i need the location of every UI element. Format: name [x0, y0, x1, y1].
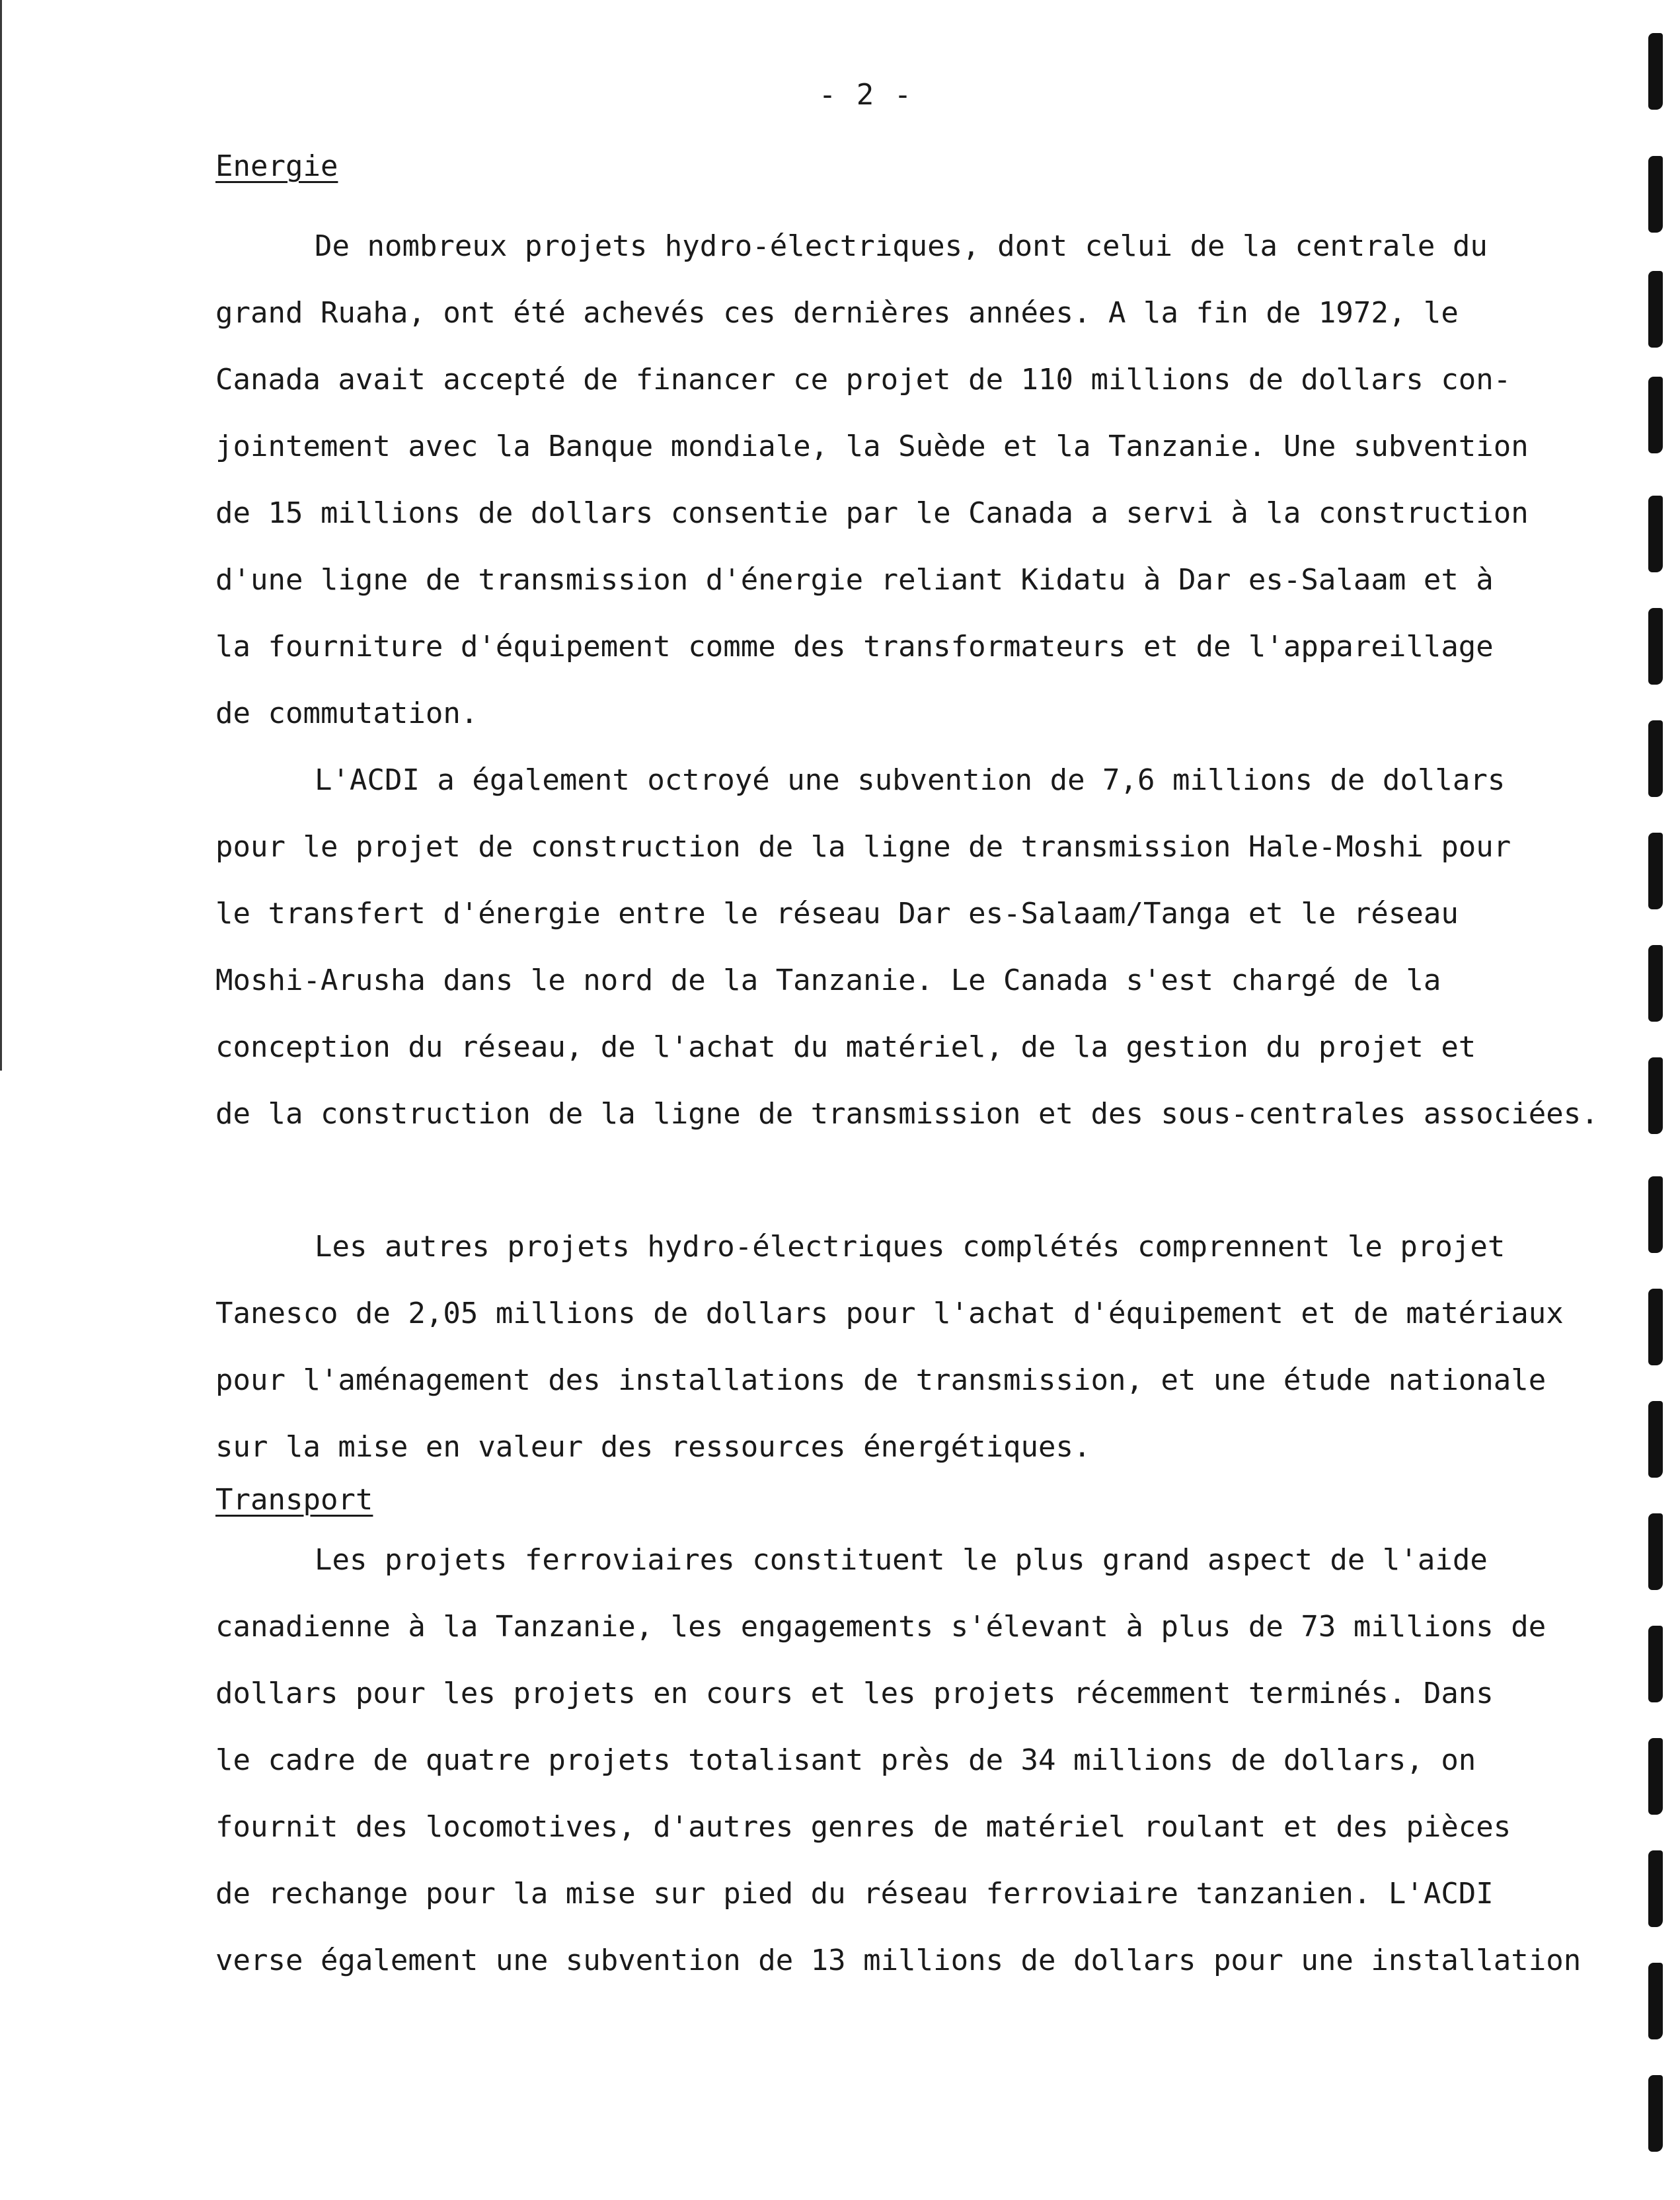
section-transport: [215, 1480, 1582, 1994]
binding-hole-mark: [1648, 1401, 1663, 1478]
text-line: grand Ruaha, ont été achevés ces dernières années. A la fin de 1972, le: [215, 296, 1459, 330]
binding-hole-mark: [1648, 608, 1663, 685]
binding-hole-strip: [1632, 0, 1672, 2200]
binding-hole-mark: [1648, 1176, 1663, 1253]
scan-left-edge: [0, 0, 2, 1071]
document-body: [215, 147, 1599, 1994]
text-line: pour le projet de construction de la ligne de transmission Hale-Moshi pour: [215, 830, 1511, 864]
page-number: - 2 -: [818, 78, 913, 112]
text-line: le cadre de quatre projets totalisant près de 34 millions de dollars, on: [215, 1743, 1476, 1777]
binding-hole-mark: [1648, 271, 1663, 348]
section-heading: Energie: [215, 149, 338, 183]
binding-hole-mark: [1648, 1289, 1663, 1365]
binding-hole-mark: [1648, 33, 1663, 110]
binding-hole-mark: [1648, 377, 1663, 453]
text-line: la fourniture d'équipement comme des transformateurs et de l'appareillage: [215, 630, 1494, 664]
text-line: De nombreux projets hydro-électriques, dont celui de la centrale du: [315, 229, 1488, 263]
binding-hole-mark: [1648, 1057, 1663, 1134]
text-line: Les projets ferroviaires constituent le plus grand aspect de l'aide: [315, 1543, 1488, 1577]
binding-hole-mark: [1648, 496, 1663, 572]
binding-hole-mark: [1648, 945, 1663, 1022]
binding-hole-mark: [1648, 156, 1663, 233]
text-line: de la construction de la ligne de transmission et des sous-centrales associées.: [215, 1097, 1599, 1131]
text-line: Moshi-Arusha dans le nord de la Tanzanie. Le Canada s'est chargé de la: [215, 964, 1441, 997]
paragraph: [215, 213, 1557, 747]
text-line: verse également une subvention de 13 millions de dollars pour une installation: [215, 1944, 1582, 1977]
text-line: Tanesco de 2,05 millions de dollars pour l'achat d'équipement et de matériaux: [215, 1297, 1564, 1330]
text-line: d'une ligne de transmission d'énergie reliant Kidatu à Dar es-Salaam et à: [215, 563, 1494, 597]
text-line: dollars pour les projets en cours et les projets récemment terminés. Dans: [215, 1677, 1494, 1710]
binding-hole-mark: [1648, 1850, 1663, 1927]
text-line: le transfert d'énergie entre le réseau Dar es-Salaam/Tanga et le réseau: [215, 897, 1459, 930]
binding-hole-mark: [1648, 1738, 1663, 1815]
paragraph-gap: [215, 1147, 1557, 1213]
paragraph: [215, 747, 1599, 1147]
text-line: conception du réseau, de l'achat du matériel, de la gestion du projet et: [215, 1030, 1476, 1064]
paragraph: [215, 1213, 1564, 1480]
binding-hole-mark: [1648, 1513, 1663, 1590]
text-line: L'ACDI a également octroyé une subvention de 7,6 millions de dollars: [315, 763, 1506, 797]
text-line: canadienne à la Tanzanie, les engagements s'élevant à plus de 73 millions de: [215, 1610, 1546, 1644]
binding-hole-mark: [1648, 720, 1663, 797]
binding-hole-mark: [1648, 1963, 1663, 2039]
text-line: de 15 millions de dollars consentie par le Canada a servi à la construction: [215, 496, 1529, 530]
text-line: de rechange pour la mise sur pied du réseau ferroviaire tanzanien. L'ACDI: [215, 1877, 1494, 1911]
text-line: de commutation.: [215, 697, 478, 730]
text-line: pour l'aménagement des installations de transmission, et une étude nationale: [215, 1363, 1546, 1397]
binding-hole-mark: [1648, 2075, 1663, 2152]
text-line: Canada avait accepté de financer ce projet de 110 millions de dollars con-: [215, 363, 1511, 397]
paragraph: [215, 1527, 1582, 1994]
text-line: fournit des locomotives, d'autres genres de matériel roulant et des pièces: [215, 1810, 1511, 1844]
section-energie: [215, 147, 1599, 1480]
binding-hole-mark: [1648, 1626, 1663, 1702]
section-heading: Transport: [215, 1483, 373, 1517]
text-line: jointement avec la Banque mondiale, la Suède et la Tanzanie. Une subvention: [215, 430, 1529, 463]
binding-hole-mark: [1648, 833, 1663, 909]
text-line: sur la mise en valeur des ressources énergétiques.: [215, 1430, 1091, 1464]
text-line: Les autres projets hydro-électriques complétés comprennent le projet: [315, 1230, 1506, 1264]
